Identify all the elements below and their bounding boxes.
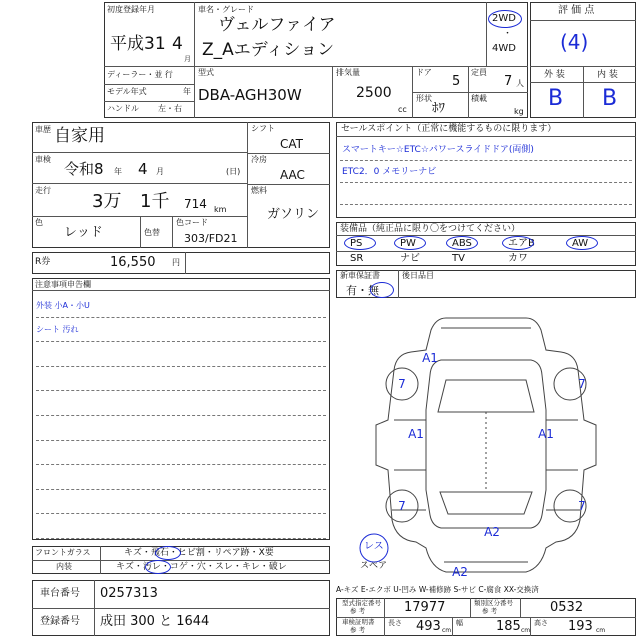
cert-height: 193 (568, 619, 593, 634)
equipment-item: TV (452, 253, 465, 264)
warranty-label: 新車保証書 (340, 271, 380, 280)
door-label: ドア (416, 68, 432, 77)
displacement: 2500 (356, 85, 392, 101)
equipment-item: カワ (508, 253, 528, 264)
exterior-score: B (548, 86, 564, 111)
cert-type-sub: 参 考 (350, 607, 366, 615)
recycle-unit: 円 (172, 258, 180, 267)
cert-length-sub: 参 考 (350, 626, 366, 634)
first-reg-year: 4 (172, 34, 183, 54)
shape: ﾎﾜ (432, 101, 445, 116)
shaken-month-unit: 月 (156, 167, 164, 176)
cert-class-value: 0532 (550, 600, 584, 615)
damage-mark: 7 (398, 499, 406, 513)
capacity-unit: 人 (516, 79, 524, 88)
model-year-unit: 年 (183, 87, 191, 96)
cert-w-label: 幅 (456, 619, 463, 627)
interior-detail-label: 内装 (56, 562, 72, 571)
sales-point-line-2: ETC2．0 メモリーナビ (342, 167, 437, 177)
notes-rule (36, 390, 326, 391)
shaken-month: 4 (138, 160, 148, 178)
spare-text: スペア (360, 561, 388, 571)
chassis-value: 0257313 (100, 586, 158, 601)
glass-label: フロントガラス (35, 548, 91, 557)
recycle-label: R券 (35, 257, 51, 267)
cert-hh-label: 高さ (534, 619, 548, 627)
equipment-circle (566, 236, 598, 250)
grade-label: 評 価 点 (558, 5, 595, 16)
sales-point-line-1: スマートキー☆ETC☆パワースライドドア(両側) (342, 145, 534, 155)
equipment-item: ナビ (400, 253, 420, 264)
equipment-label: 装備品（純正品に限り〇をつけてください） (340, 224, 521, 234)
color-replace-label: 色替 (144, 228, 160, 237)
first-reg-label: 初度登録年月 (107, 5, 155, 14)
purpose: 自家用 (54, 126, 105, 146)
recycle-amount: 16,550 (110, 255, 156, 270)
interior-stain-circle (145, 560, 171, 574)
plate-label: 登録番号 (40, 616, 80, 627)
shaken-year-unit: 年 (114, 167, 122, 176)
overall-score: (4) (560, 30, 589, 54)
color-value: レッド (64, 225, 103, 240)
drive-dot: ・ (503, 29, 513, 39)
color-code-label: 色コード (176, 218, 208, 227)
sales-points-label: セールスポイント（正常に機能するものに限ります） (341, 124, 557, 134)
first-reg-month-unit: 月 (184, 55, 191, 63)
fuel-label: 燃料 (251, 186, 267, 195)
shaken-label: 車検 (35, 155, 51, 164)
damage-mark: 7 (578, 499, 586, 513)
cert-type-label: 型式指定番号 (342, 599, 381, 607)
handle-value: 左・右 (158, 104, 182, 113)
purpose-label: 車歴 (35, 125, 51, 134)
model-code: DBA-AGH30W (198, 86, 302, 104)
damage-mark: A1 (538, 427, 554, 441)
equipment-item: PS (350, 238, 363, 249)
mileage-rest: 714 (184, 197, 207, 211)
color-code: 303/FD21 (184, 232, 238, 245)
capacity: 7 (504, 74, 513, 89)
notes-line: シート 汚れ (36, 325, 79, 335)
mileage-man: 3万 (92, 191, 122, 212)
ac-value: AAC (280, 168, 305, 182)
kg-unit: kg (514, 107, 524, 116)
spare-label: レス (364, 541, 384, 552)
dealer-label: ディーラー・並 行 (107, 70, 173, 79)
km-unit: km (214, 205, 227, 214)
notes-label: 注意事項申告欄 (35, 280, 91, 289)
first-reg-era: 平成31 (110, 34, 166, 54)
notes-line: 外装 小A・小U (36, 300, 90, 310)
mileage-label: 走行 (35, 186, 51, 195)
equipment-item: ABS (452, 238, 472, 249)
notes-rule (36, 366, 326, 367)
doors: 5 (452, 74, 461, 89)
recycle-box (32, 252, 330, 274)
cert-width-unit: cm (521, 627, 531, 634)
car-name: ヴェルファイア (218, 15, 336, 35)
notes-rule (36, 489, 326, 490)
cert-type-value: 17977 (404, 600, 446, 615)
shift-label: シフト (251, 124, 275, 133)
interior-score: B (602, 86, 618, 111)
warranty-none-circle (370, 282, 394, 298)
exterior-label: 外 装 (544, 70, 565, 80)
glass-values: キズ・飛石・ヒビ割・リペア跡・X要 (124, 548, 274, 558)
equipment-item: SR (350, 253, 364, 264)
glass-chip-circle (155, 546, 181, 560)
cert-class-label: 類別区分番号 (474, 599, 513, 607)
cert-length-unit: cm (442, 627, 452, 634)
equipment-item: PW (400, 238, 416, 249)
day-unit: (日) (226, 167, 241, 176)
damage-mark: 7 (398, 377, 406, 391)
damage-mark: A1 (408, 427, 424, 441)
shape-label: 形状 (416, 94, 432, 103)
car-diagram (336, 300, 636, 582)
mileage-sen: 1千 (140, 191, 170, 212)
equipment-circle (344, 236, 376, 250)
damage-mark: A2 (452, 565, 468, 579)
cert-length: 493 (416, 619, 441, 634)
car-name-label: 車名・グレード (198, 5, 254, 14)
warranty-value: 有・無 (346, 284, 379, 297)
color-label: 色 (35, 218, 43, 227)
load-label: 積載 (471, 94, 487, 103)
interior-values: キズ・汚レ・コゲ・穴・スレ・キレ・破レ (116, 562, 287, 572)
notes-rule (36, 317, 326, 318)
cert-class-sub: 参 考 (482, 607, 498, 615)
equipment-item: エアB (508, 238, 535, 249)
notes-rule (36, 464, 326, 465)
shift-value: CAT (280, 137, 303, 151)
ac-label: 冷房 (251, 155, 267, 164)
notes-rule (36, 415, 326, 416)
drive-2wd: 2WD (492, 13, 516, 24)
cert-length-label: 車検証明書 (342, 618, 375, 626)
model-year-label: モデル年式 (107, 87, 147, 96)
notes-rule (36, 538, 326, 539)
damage-mark: A2 (484, 525, 500, 539)
cert-width: 185 (496, 619, 521, 634)
car-grade: Z_Aエディション (202, 40, 335, 60)
equipment-circle (394, 236, 426, 250)
equipment-circle (502, 236, 534, 250)
interior-label: 内 装 (597, 70, 618, 80)
cert-height-unit: cm (596, 627, 606, 634)
notes-rule (36, 440, 326, 441)
damage-mark: 7 (578, 377, 586, 391)
notes-rule (36, 513, 326, 514)
drive-4wd: 4WD (492, 43, 516, 54)
handle-label: ハンドル (107, 104, 139, 113)
cert-h-label: 長さ (388, 619, 402, 627)
cc-unit: cc (398, 105, 407, 114)
fuel-value: ガソリン (267, 207, 320, 222)
notes-rule (36, 341, 326, 342)
equipment-circle (446, 236, 478, 250)
displacement-label: 排気量 (336, 68, 360, 77)
capacity-label: 定員 (471, 68, 487, 77)
type-label: 型式 (198, 68, 214, 77)
plate-value: 成田 300 と 1644 (100, 614, 210, 629)
equipment-item: AW (572, 238, 589, 249)
legend: A-キズ E-エクボ U-凹み W-補修跡 S-サビ C-腐食 XX-交換済 (336, 585, 539, 594)
shaken-era: 令和8 (64, 160, 104, 178)
damage-mark: A1 (422, 351, 438, 365)
records-label: 後日品目 (402, 271, 434, 280)
chassis-label: 車台番号 (40, 588, 80, 599)
